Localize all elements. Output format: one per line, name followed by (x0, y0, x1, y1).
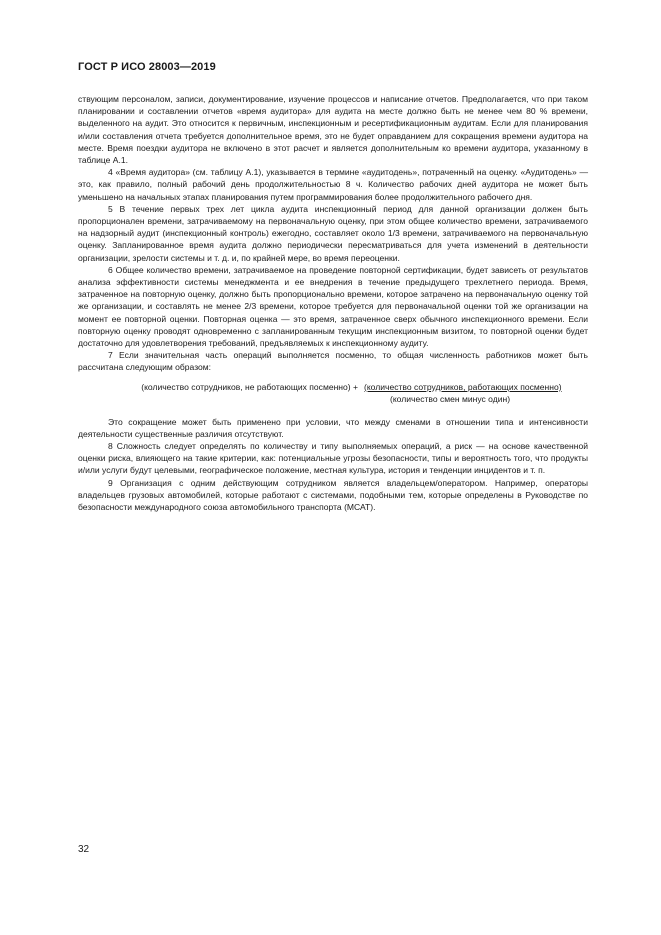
formula-left-term: (количество сотрудников, не работающих посменно) + (141, 381, 358, 392)
paragraph-note-8: 8 Сложность следует определять по количеству и типу выполняемых операций, а риск — на основе качественной оценки риска, влияющего на такие критерии, как: потенциальные угрозы безопасности, типы и вероятность того, что продукты и/или услуги будут целевыми, географическое положение, местная культура, история и тенденции инцидентов и т. п. (78, 441, 588, 476)
page-number: 32 (78, 844, 90, 855)
formula-denominator: (количество смен минус один) (390, 393, 511, 404)
document-header: ГОСТ Р ИСО 28003—2019 (78, 61, 216, 73)
paragraph-reduction-condition: Это сокращение может быть применено при условии, что между сменами в отношении типа и интенсивности деятельности существенные различия отсутствуют. (78, 416, 588, 439)
document-body (78, 93, 588, 513)
paragraph-note-7: 7 Если значительная часть операций выполняется посменно, то общая численность работников может быть рассчитана следующим образом: (78, 350, 588, 373)
paragraph-note-9: 9 Организация с одним действующим сотрудником является владельцем/оператором. Например, операторы владельцев грузовых автомобилей, которые работают с системами, подобными тем, которые определены в Руководстве по безопасности международного союза автомобильного транспорта (МСАТ). (78, 477, 588, 513)
paragraph-note-5: 5 В течение первых трех лет цикла аудита инспекционный период для данной организации должен быть пропорционален времени, затрачиваемому на первоначальную оценку, при этом общее количество времени, затрачиваемого на надзорный аудит (инспекционный контроль) ежегодно, составляет около 1/3 времени, затрачиваемого на первоначальную оценку. Запланированное время аудита должно периодически пересматриваться для учета изменений в деятельности организации, зрелости системы и т. д. и, по крайней мере, во время переоценки. (78, 203, 588, 263)
formula-shift-workers (78, 381, 588, 409)
paragraph-note-4: 4 «Время аудитора» (см. таблицу А.1), указывается в термине «аудитодень», потраченный на оценку. «Аудитодень» — это, как правило, полный рабочий день продолжительностью 8 ч. Количество рабочих дней аудитора не может быть уменьшено на начальных этапах планирования путем программирования более продолжительного рабочего дня. (78, 167, 588, 202)
formula-numerator: (количество сотрудников, работающих посменно) (364, 381, 562, 392)
paragraph-note-6: 6 Общее количество времени, затрачиваемое на проведение повторной сертификации, будет зависеть от результатов анализа эффективности системы менеджмента и ее внедрения в течение предыдущего трехлетнего периода. Время, затраченное на повторную оценку, должно быть пропорционально времени, которое затрачено на первоначальную оценку той же организации, и составлять не менее 2/3 времени, которое требуется для первоначальной оценки той же организации на момент ее повторной оценки. Повторная оценка — это время, затраченное сверх обычного инспекционного времени. Если повторную оценку проводят одновременно с запланированным текущим инспекционным визитом, то повторной оценки будет достаточно для удовлетворения требований, предъявляемых к инспекционному аудиту. (78, 264, 588, 349)
paragraph-continuation: ствующим персоналом, записи, документирование, изучение процессов и написание отчетов. Предполагается, что при таком планировании и составлении отчетов «время аудитора» для аудита на месте должно быть не менее чем 80 % времени, выделенного на аудит. Это относится к первичным, инспекционным и ресертификационным аудитам. Если для планирования и/или составления отчета требуется дополнительное время, это не будет оправданием для сокращения времени аудитора на месте. Время поездки аудитора не включено в этот расчет и является дополнительным ко времени аудитора, указанному в таблице А.1. (78, 94, 588, 166)
